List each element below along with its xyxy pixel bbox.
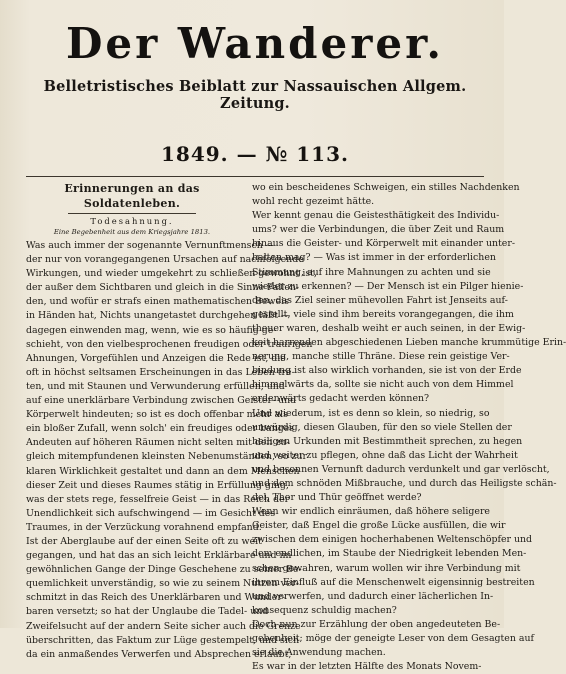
section-title: Erinnerungen an das Soldatenleben. xyxy=(64,182,200,210)
text-line: ihrem Einfluß auf die Menschenwelt eigensinnig bestreiten xyxy=(252,576,535,588)
text-line: ums? wer die Verbindungen, die über Zeit und Raum xyxy=(252,224,505,236)
section-subtitle: Todesahnung. xyxy=(90,216,174,226)
text-line: Wer kennt genau die Geistesthätigkeit des Individu- xyxy=(252,210,500,222)
text-line: Wenn wir endlich einräumen, daß höhere seligere xyxy=(252,506,490,518)
text-line: Wirkungen, und wieder umgekehrt zu schließen gewohnt ist, xyxy=(26,268,317,280)
text-line: oft in höchst seltsamen Erscheinungen in das Leben tre- xyxy=(26,366,295,378)
text-line: hinaus die Geister- und Körperwelt mit einander unter- xyxy=(252,238,515,250)
text-line: wo ein bescheidenes Schweigen, ein stilles Nachdenken xyxy=(252,182,520,193)
right-text xyxy=(252,181,566,674)
text-line: der nur von vorangegangenen Ursachen auf nachfolgende xyxy=(26,254,304,266)
text-line: Doch nun zur Erzählung der oben angedeuteten Be- xyxy=(252,618,501,630)
masthead xyxy=(26,0,484,166)
text-line: da ein anmaßendes Verwerfen und Absprechen erlaubt, xyxy=(26,648,292,660)
text-line: wohl recht gezeimt hätte. xyxy=(252,196,375,208)
text-line: Traumes, in der Verzückung vorahnend empfand. xyxy=(26,521,262,533)
text-line: Ahnungen, Vorgefühlen und Anzeigen die Rede ist, die xyxy=(26,352,286,364)
text-line: Was auch immer der sogenannte Vernunftmensch — xyxy=(26,240,276,251)
masthead-subtitle: Belletristisches Beiblatt zur Nassauischen Allgem. Zeitung. xyxy=(43,78,467,112)
text-line: schen gewahren, warum wollen wir ihre Verbindung mit xyxy=(252,562,521,574)
text-line: Zweifelsucht auf der andern Seite sicher auch die Grenze xyxy=(26,620,301,632)
text-line: baren versetzt; so hat der Unglaube die Tadel- und xyxy=(26,606,269,618)
text-line: schmitzt in das Reich des Unerklärbaren und Wunder- xyxy=(26,592,285,604)
section-note: Eine Begebenheit aus dem Kriegsjahre 1813. xyxy=(53,228,211,236)
text-line: heiligen Urkunden mit Bestimmtheit sprechen, zu hegen xyxy=(252,435,523,447)
right-column xyxy=(244,177,566,673)
text-line: konsequenz schuldig machen? xyxy=(252,604,397,616)
text-line: zwischen dem einigen hocherhabenen Weltenschöpfer und xyxy=(252,534,533,546)
text-line: überschritten, das Faktum zur Lüge gestempelt, und sich xyxy=(26,634,300,646)
text-line: Geister, daß Engel die große Lücke ausfüllen, die wir xyxy=(252,520,506,532)
text-line: halten mag? — Was ist immer in der erforderlichen xyxy=(252,252,496,264)
text-line: Andeuten auf höheren Räumen nicht selten mit den zu- xyxy=(26,437,290,449)
text-line: dieser Zeit und dieses Raumes stätig in Erfüllung ging, xyxy=(26,479,289,491)
text-line: erdenwärts gedacht werden können? xyxy=(252,393,430,405)
text-line: Unendlichkeit sich aufschwingend — im Gesicht des xyxy=(26,507,276,519)
text-line: und weiter zu pflegen, ohne daß das Licht der Wahrheit xyxy=(252,449,518,461)
text-line: ein bloßer Zufall, wenn solch' ein freudiges oder banges xyxy=(26,423,295,435)
section-rule xyxy=(68,213,195,214)
text-line: den, das Ziel seiner mühevollen Fahrt ist Jenseits auf- xyxy=(252,294,508,306)
text-line: himmelwärts da, sollte sie nicht auch von dem Himmel xyxy=(252,379,514,391)
masthead-title: Der Wanderer. xyxy=(66,19,444,68)
left-text xyxy=(26,239,317,662)
text-line: wieder zu erkennen? — Der Mensch ist ein Pilger hienie- xyxy=(252,280,524,292)
text-line: dagegen einwenden mag, wenn, wie es so häufig ge- xyxy=(26,324,277,336)
article-columns xyxy=(26,177,566,673)
text-line: der außer dem Sichtbaren und gleich in die Sinne Fallen- xyxy=(26,282,300,294)
text-line: keit harrenden abgeschiedenen Lieben manche krummütige Erin- xyxy=(252,337,566,349)
text-line: auf eine unerklärbare Verbindung zwischen Geister- und xyxy=(26,395,297,407)
text-line: und dem schnöden Mißbrauche, und durch das Heiligste schän- xyxy=(252,477,557,489)
text-line: und besonnen Vernunft dadurch verdunkelt und gar verlöscht, xyxy=(252,463,550,475)
text-line: und verwerfen, und dadurch einer lächerlichen In- xyxy=(252,590,494,602)
text-line: gestellt, viele sind ihm bereits vorangegangen, die ihm xyxy=(252,308,514,320)
text-line: Es war in der letzten Hälfte des Monats Novem- xyxy=(252,661,482,673)
text-line: bindung ist also wirklich vorhanden, sie ist von der Erde xyxy=(252,365,522,377)
text-line: Körperwelt hindeuten; so ist es doch offenbar mehr als xyxy=(26,409,288,421)
text-line: den, und wofür er strafs einen mathematischen Beweis xyxy=(26,296,289,308)
text-line: Ist der Aberglaube auf der einen Seite oft zu weit xyxy=(26,535,262,547)
text-line: gewöhnlichen Gange der Dinge Geschehene zu seiner Be- xyxy=(26,564,302,576)
text-line: theuer waren, deshalb weiht er auch seinen, in der Ewig- xyxy=(252,322,526,334)
text-line: quemlichkeit unverständig, so wie zu seinem Nutzen ver- xyxy=(26,578,300,590)
text-line: klaren Wirklichkeit gestaltet und dann an dem Menschen xyxy=(26,465,300,477)
text-line: Stimmung, auf ihre Mahnungen zu achten und sie xyxy=(252,266,491,278)
text-line: in Händen hat, Nichts unangetastet durchgehen läßt — xyxy=(26,310,291,322)
text-line: Und wiederum, ist es denn so klein, so niedrig, so xyxy=(252,407,490,419)
text-line: gebenheit; möge der geneigte Leser von dem Gesagten auf xyxy=(252,633,534,644)
text-line: schieht, von den vielbesprochenen freudigen oder traurigen xyxy=(26,338,313,350)
text-line: del, Thor und Thür geöffnet werde? xyxy=(252,492,422,504)
text-line: ten, und mit Staunen und Verwunderung erfüllen, und xyxy=(26,380,285,392)
text-line: unwürdig, diesen Glauben, für den so viele Stellen der xyxy=(252,421,512,433)
text-line: was der stets rege, fesselfreie Geist — in das Reich der xyxy=(26,493,290,505)
text-line: gegangen, und hat das an sich leicht Erklärbare und im xyxy=(26,550,292,562)
text-line: sie die Anwendung machen. xyxy=(252,647,386,659)
text-line: gleich mitempfundenen kleinsten Nebenumständen, so zur xyxy=(26,451,307,463)
text-line: nerung, manche stille Thräne. Diese rein geistige Ver- xyxy=(252,351,510,363)
text-line: dem endlichen, im Staube der Niedrigkeit lebenden Men- xyxy=(252,548,527,560)
issue-number: 1849. — № 113. xyxy=(161,142,349,166)
